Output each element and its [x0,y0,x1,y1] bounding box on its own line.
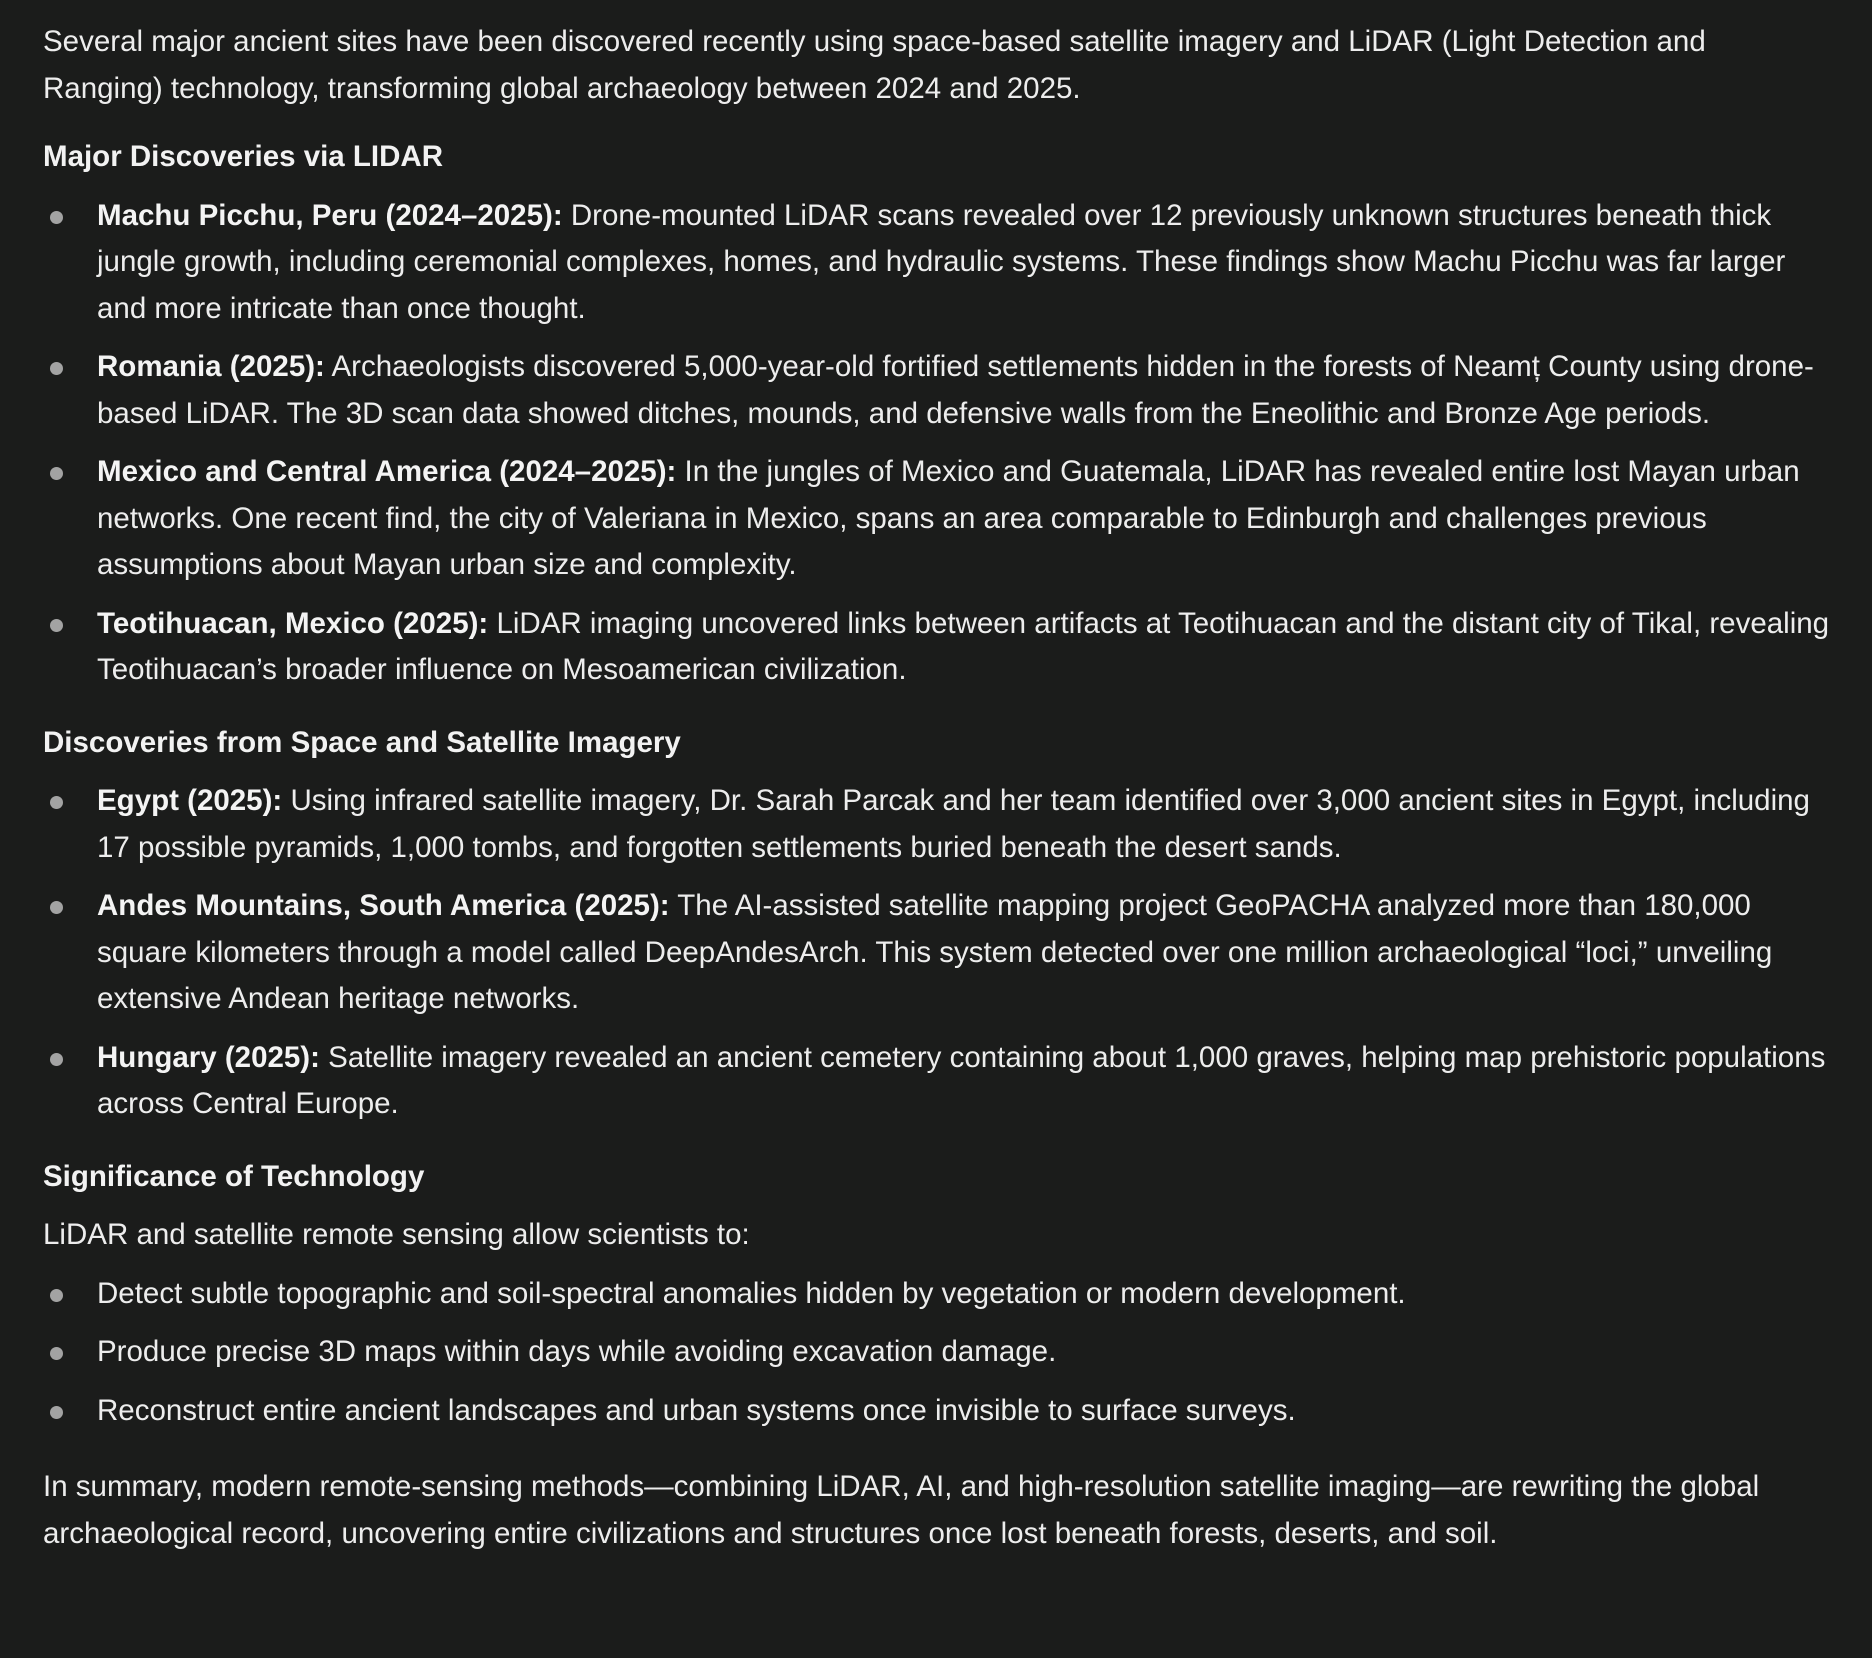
item-text: In the jungles of Mexico and Guatemala, LiDAR has revealed entire lost Mayan urban networks. One recent find, the city of Valeriana in Mexico, spans an area comparable to Edinburgh and challenges previous assumptions about Mayan urban size and complexity. [97,455,1800,581]
item-label: Egypt (2025): [97,784,283,817]
list-item [43,449,1833,589]
list-item [43,1035,1833,1128]
item-label: Mexico and Central America (2024–2025): [97,455,677,488]
item-label: Machu Picchu, Peru (2024–2025): [97,198,563,232]
item-text: Archaeologists discovered 5,000-year-old fortified settlements hidden in the forests of Neamț County using drone-based LiDAR. The 3D scan data showed ditches, mounds, and defensive walls from the Eneolithic and Bronze Age periods. [97,350,1814,430]
item-label: Andes Mountains, South America (2025): [97,889,670,922]
summary-paragraph: In summary, modern remote-sensing methods—combining LiDAR, AI, and high-resolution satellite imaging—are rewriting the global archaeological record, uncovering entire civilizations and structures once lost beneath forests, deserts, and soil. [43,1470,1760,1550]
item-text: The AI-assisted satellite mapping project GeoPACHA analyzed more than 180,000 square kilometers through a model called DeepAndesArch. This system detected over one million archaeological “loci,” unveiling extensive Andean heritage networks. [97,889,1773,1015]
item-text: Drone-mounted LiDAR scans revealed over 12 previously unknown structures beneath thick jungle growth, including ceremonial complexes, homes, and hydraulic systems. These findings show Machu Picchu was far larger and more intricate than once thought. [97,198,1786,325]
significance-lead: LiDAR and satellite remote sensing allow scientists to: [43,1218,750,1251]
section-lidar-discoveries [43,134,1833,694]
bullet-icon [50,1406,63,1419]
discovery-list [43,778,1833,1128]
item-label: Romania (2025): [97,350,325,383]
item-text: LiDAR imaging uncovered links between artifacts at Teotihuacan and the distant city of Tikal, revealing Teotihuacan’s broader influence on Mesoamerican civilization. [97,606,1830,686]
item-text: Produce precise 3D maps within days while avoiding excavation damage. [97,1335,1057,1368]
intro-paragraph: Several major ancient sites have been discovered recently using space-based satellite imagery and LiDAR (Light Detection and Ranging) technology, transforming global archaeology between 2024 and 2025. [43,25,1706,105]
bullet-icon [50,211,63,224]
list-item [43,883,1833,1023]
list-item [43,778,1833,871]
discovery-list [43,193,1833,694]
section-heading: Major Discoveries via LIDAR [43,140,444,173]
section-satellite-discoveries [43,720,1833,1128]
list-item [43,1271,1833,1318]
item-label: Hungary (2025): [97,1040,320,1074]
chat-response [43,19,1833,1557]
bullet-icon [50,1347,63,1360]
list-item [43,193,1833,333]
section-heading: Discoveries from Space and Satellite Imagery [43,725,681,759]
significance-list [43,1271,1833,1435]
item-text: Reconstruct entire ancient landscapes and urban systems once invisible to surface surveys. [97,1393,1296,1427]
item-text: Detect subtle topographic and soil-spectral anomalies hidden by vegetation or modern development. [97,1276,1406,1310]
bullet-icon [50,362,63,375]
item-text: Satellite imagery revealed an ancient cemetery containing about 1,000 graves, helping map prehistoric populations across Central Europe. [97,1040,1826,1120]
bullet-icon [50,901,63,914]
bullet-icon [50,1289,63,1302]
list-item [43,1329,1833,1376]
list-item [43,601,1833,694]
bullet-icon [50,467,63,480]
list-item [43,1388,1833,1435]
list-item [43,344,1833,437]
bullet-icon [50,1053,63,1066]
section-significance [43,1154,1833,1435]
section-heading: Significance of Technology [43,1159,425,1193]
bullet-icon [50,619,63,632]
item-text: Using infrared satellite imagery, Dr. Sarah Parcak and her team identified over 3,000 ancient sites in Egypt, including 17 possible pyramids, 1,000 tombs, and forgotten settlements buried beneath the desert sands. [97,784,1810,864]
bullet-icon [50,796,63,809]
item-label: Teotihuacan, Mexico (2025): [97,606,489,640]
